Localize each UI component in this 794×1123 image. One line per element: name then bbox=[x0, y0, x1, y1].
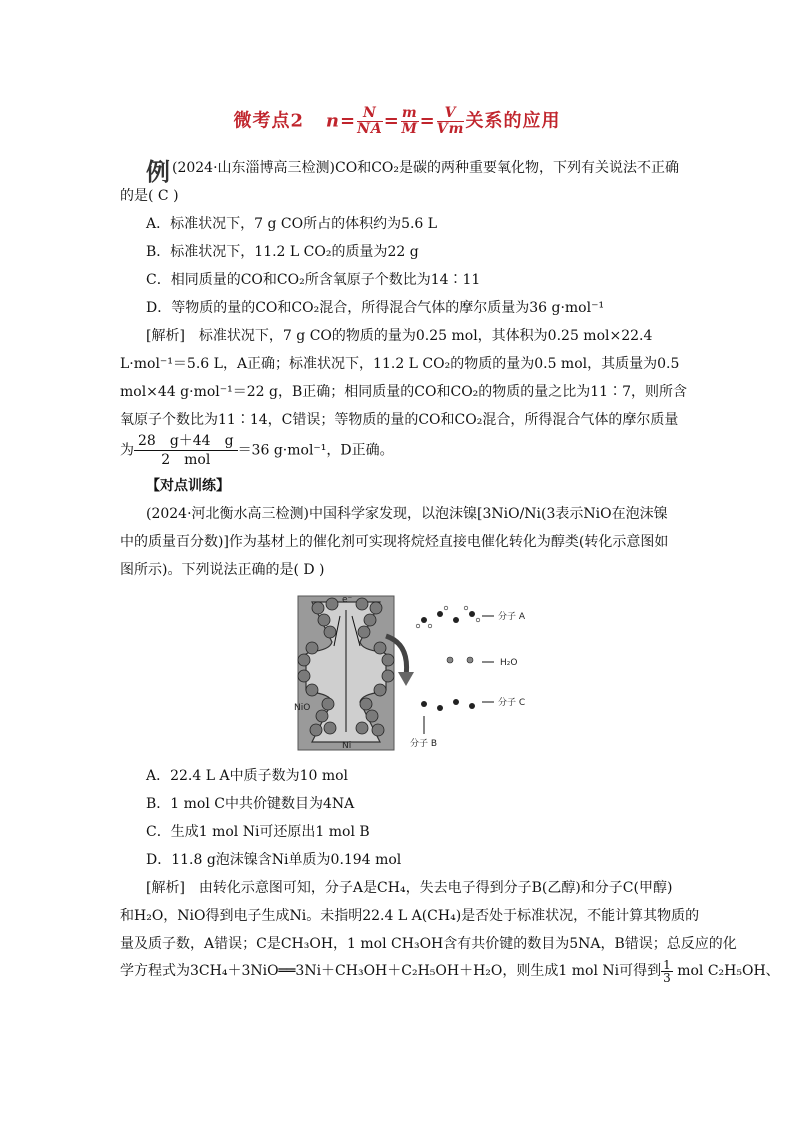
training-analysis-line3: 量及质子数，A错误；C是CH₃OH，1 mol CH₃OH含有共价键的数目为5NA，B错误；总反应的化 bbox=[120, 936, 737, 952]
title-suffix: 关系的应用 bbox=[465, 110, 561, 132]
frac-den: NA bbox=[357, 121, 383, 137]
molecule-c-group bbox=[421, 699, 475, 711]
example-analysis-line1: [解析] 标准状况下，7 g CO的物质的量为0.25 mol，其体积为0.25 mol×22.4 bbox=[146, 328, 653, 344]
example-analysis-line4: 氧原子个数比为11∶14，C错误；等物质的量的CO和CO₂混合，所得混合气体的摩尔质量 bbox=[120, 412, 679, 428]
ana5-post: ＝36 g·mol⁻¹，D正确。 bbox=[237, 442, 394, 459]
training-stem-line3: 图所示)。下列说法正确的是( D ) bbox=[120, 562, 325, 578]
example-option-d: D．等物质的量的CO和CO₂混合，所得混合气体的摩尔质量为36 g·mol⁻¹ bbox=[146, 300, 605, 316]
title-n: n bbox=[325, 110, 340, 132]
title-eq-2: = bbox=[383, 110, 400, 132]
training-heading: 【对点训练】 bbox=[146, 478, 230, 494]
title-eq-3: = bbox=[419, 110, 436, 132]
ana5-pre: 为 bbox=[120, 442, 134, 459]
nio-label: NiO bbox=[294, 703, 311, 713]
example-stem-line1: (2024·山东淄博高三检测)CO和CO₂是碳的两种重要氧化物，下列有关说法不正确 bbox=[172, 160, 679, 176]
example-mark: 例 bbox=[146, 157, 170, 186]
title-prefix: 微考点2 bbox=[233, 110, 305, 132]
catalyst-conversion-diagram bbox=[290, 592, 540, 762]
section-title bbox=[0, 106, 794, 137]
title-frac-n bbox=[357, 106, 383, 137]
frac-den: M bbox=[401, 121, 418, 137]
frac-num: m bbox=[401, 105, 418, 121]
training-stem-line1: (2024·河北衡水高三检测)中国科学家发现，以泡沫镍[3NiO/Ni(3表示NiO在泡沫镍 bbox=[146, 506, 668, 522]
training-analysis-line2: 和H₂O，NiO得到电子生成Ni。未指明22.4 L A(CH₄)是否处于标准状况，不能计算其物质的 bbox=[120, 908, 700, 924]
frac-den: 2 mol bbox=[161, 452, 211, 468]
molecule-c-label: 分子 C bbox=[498, 698, 526, 708]
example-option-b: B．标准状况下，11.2 L CO₂的质量为22 g bbox=[146, 244, 419, 260]
molecule-b-label: 分子 B bbox=[410, 739, 438, 749]
training-option-b: B．1 mol C中共价键数目为4NA bbox=[146, 796, 355, 812]
example-option-c: C．相同质量的CO和CO₂所含氧原子个数比为14∶11 bbox=[146, 272, 481, 288]
water-molecules bbox=[447, 657, 473, 663]
frac-den: 3 bbox=[663, 970, 671, 985]
training-analysis-line4 bbox=[120, 956, 780, 986]
training-option-d: D．11.8 g泡沫镍含Ni单质为0.194 mol bbox=[146, 852, 402, 868]
electron-label: e⁻ bbox=[342, 595, 353, 605]
training-option-a: A．22.4 L A中质子数为10 mol bbox=[146, 768, 349, 784]
example-analysis-line5 bbox=[120, 432, 680, 469]
process-arrowhead bbox=[398, 672, 414, 686]
frac-den: Vm bbox=[436, 121, 465, 137]
example-option-a: A．标准状况下，7 g CO所占的体积约为5.6 L bbox=[146, 216, 438, 232]
ana4-fraction bbox=[661, 959, 673, 984]
h2o-label: H₂O bbox=[500, 658, 518, 668]
ana4-post: mol C₂H₅OH、 bbox=[672, 963, 780, 979]
title-frac-v bbox=[437, 106, 465, 137]
training-option-c: C．生成1 mol Ni可还原出1 mol B bbox=[146, 824, 370, 840]
title-eq-1: = bbox=[339, 110, 357, 132]
example-stem-line2: 的是( C ) bbox=[120, 188, 179, 204]
example-analysis-line2: L·mol⁻¹＝5.6 L，A正确；标准状况下，11.2 L CO₂的物质的量为0.5 mol，其质量为0.5 bbox=[120, 356, 680, 372]
molecule-a-group bbox=[421, 611, 475, 623]
molecule-a-h bbox=[416, 606, 480, 628]
ana5-fraction bbox=[134, 432, 238, 469]
training-analysis-line1: [解析] 由转化示意图可知，分子A是CH₄，失去电子得到分子B(乙醇)和分子C(甲醇) bbox=[146, 880, 673, 896]
ni-label: Ni bbox=[342, 741, 352, 751]
frac-num: V bbox=[437, 106, 465, 122]
ana4-pre: 学方程式为3CH₄＋3NiO══3Ni＋CH₃OH＋C₂H₅OH＋H₂O，则生成1 mol Ni可得到 bbox=[120, 963, 662, 979]
frac-num: 1 bbox=[663, 957, 671, 972]
training-stem-line2: 中的质量百分数)]作为基材上的催化剂可实现将烷烃直接电催化转化为醇类(转化示意图如 bbox=[120, 534, 669, 550]
frac-num: 28 g＋44 g bbox=[134, 432, 238, 451]
example-analysis-line3: mol×44 g·mol⁻¹＝22 g，B正确；相同质量的CO和CO₂的物质的量之比为11∶7，则所含 bbox=[120, 384, 687, 400]
molecule-a-label: 分子 A bbox=[498, 612, 526, 622]
title-frac-m bbox=[401, 106, 419, 137]
frac-num: N bbox=[357, 106, 383, 122]
